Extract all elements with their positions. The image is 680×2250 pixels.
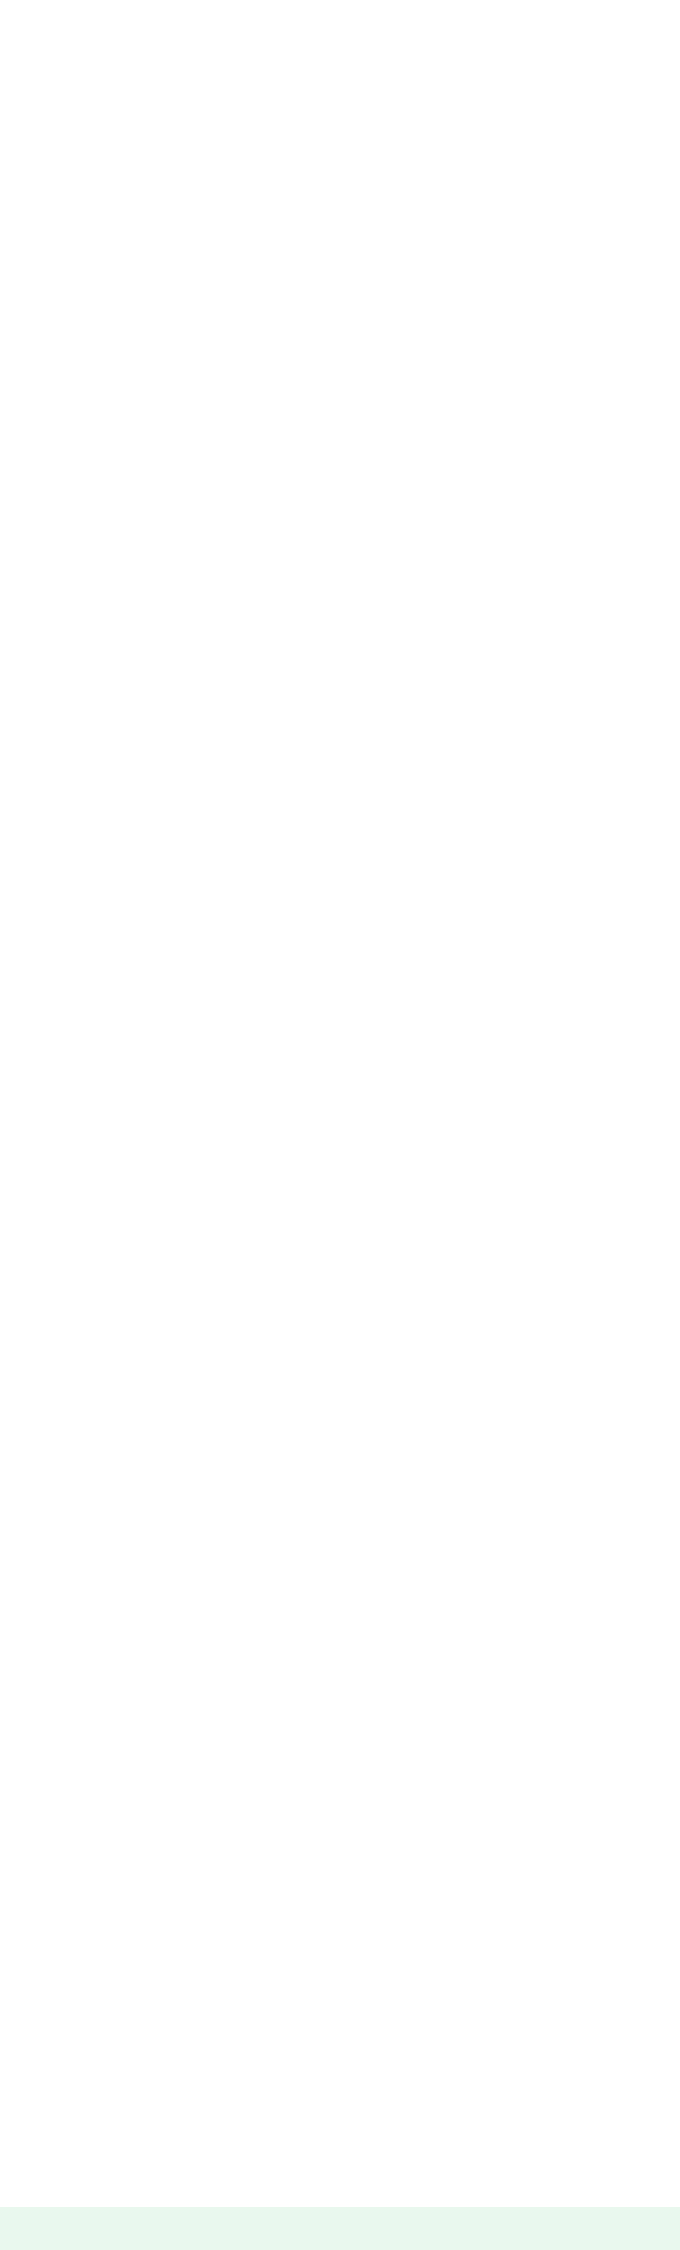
answer-box <box>0 2207 680 2250</box>
